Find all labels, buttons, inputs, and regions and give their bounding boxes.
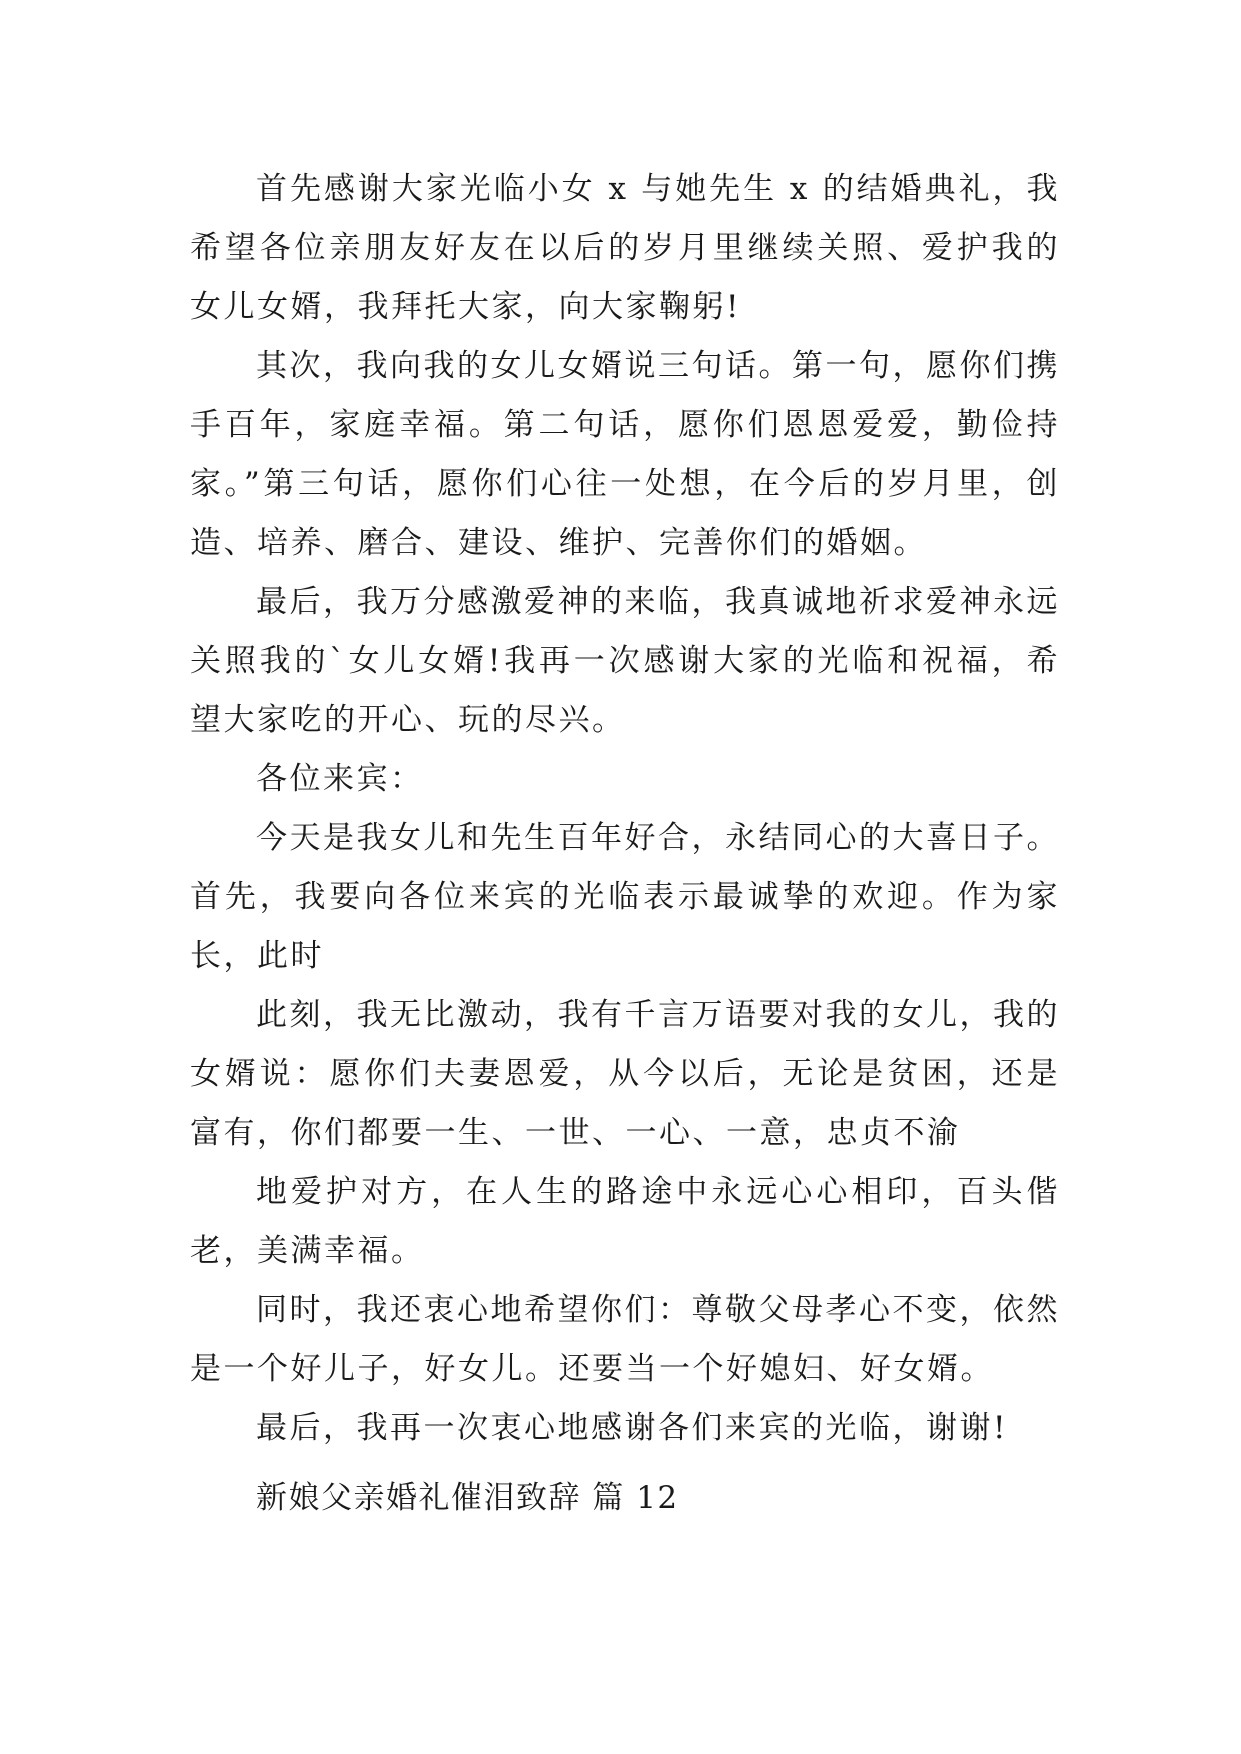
paragraph-final-thanks: 最后，我再一次衷心地感谢各们来宾的光临，谢谢! [256, 1410, 1008, 1446]
paragraph-welcome: 今天是我女儿和先生百年好合，永结同心的大喜日子。首先，我要向各位来宾的光临表示最诚挚的欢迎。作为家长，此时 [190, 820, 1060, 974]
section-heading: 新娘父亲婚礼催泪致辞 篇 12 [256, 1480, 679, 1516]
paragraph-lifelong-love: 地爱护对方，在人生的路途中永远心心相印，百头偕老，美满幸福。 [190, 1174, 1060, 1269]
paragraph-three-wishes: 其次，我向我的女儿女婿说三句话。第一句，愿你们携手百年，家庭幸福。第二句话，愿你们恩恩爱爱，勤俭持家。”第三句话，愿你们心往一处想，在今后的岁月里，创造、培养、磨合、建设、维护、完善你们的婚姻。 [190, 348, 1060, 561]
paragraph-words-to-couple: 此刻，我无比激动，我有千言万语要对我的女儿，我的女婿说：愿你们夫妻恩爱，从今以后，无论是贫困，还是富有，你们都要一生、一世、一心、一意，忠贞不渝 [190, 997, 1060, 1151]
paragraph-closing-blessing: 最后，我万分感激爱神的来临，我真诚地祈求爱神永远关照我的`女儿女婿!我再一次感谢大家的光临和祝福，希望大家吃的开心、玩的尽兴。 [190, 584, 1060, 738]
speech-body [190, 160, 1060, 1458]
paragraph-filial-hope: 同时，我还衷心地希望你们：尊敬父母孝心不变，依然是一个好儿子，好女儿。还要当一个好媳妇、好女婿。 [190, 1292, 1060, 1387]
paragraph-greeting: 各位来宾： [256, 761, 424, 797]
paragraph-thanks: 首先感谢大家光临小女 x 与她先生 x 的结婚典礼，我希望各位亲朋友好友在以后的岁月里继续关照、爱护我的女儿女婿，我拜托大家，向大家鞠躬! [190, 171, 1060, 325]
